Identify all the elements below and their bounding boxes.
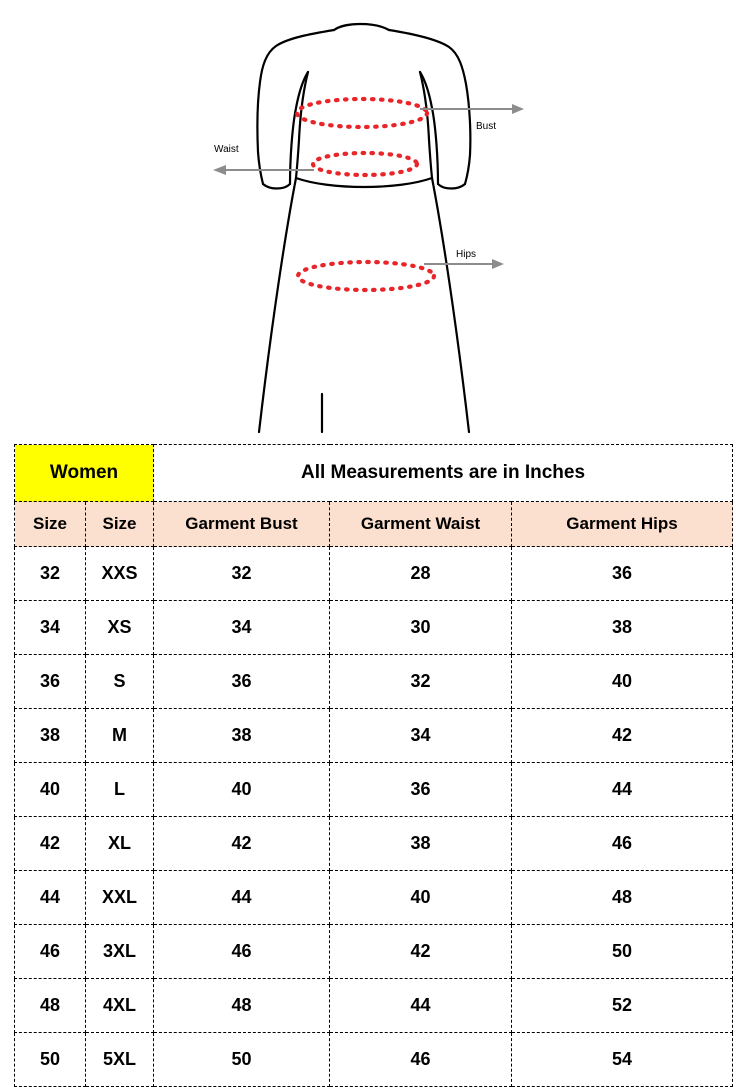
cell-size-alpha: L bbox=[86, 763, 154, 817]
table-title-women: Women bbox=[15, 445, 154, 502]
column-header-size-numeric: Size bbox=[15, 502, 86, 547]
table-row bbox=[15, 709, 733, 763]
cell-garment-bust: 36 bbox=[154, 655, 330, 709]
cell-size-numeric: 40 bbox=[15, 763, 86, 817]
cell-garment-waist: 32 bbox=[330, 655, 512, 709]
column-header-garment-waist: Garment Waist bbox=[330, 502, 512, 547]
cell-garment-hips: 48 bbox=[512, 871, 733, 925]
cell-garment-waist: 46 bbox=[330, 1033, 512, 1087]
cell-garment-bust: 32 bbox=[154, 547, 330, 601]
table-title-measurements: All Measurements are in Inches bbox=[154, 445, 733, 502]
size-chart-table bbox=[14, 444, 733, 1087]
cell-size-alpha: XL bbox=[86, 817, 154, 871]
cell-garment-waist: 30 bbox=[330, 601, 512, 655]
size-chart-table-wrapper bbox=[14, 444, 732, 1087]
column-header-size-alpha: Size bbox=[86, 502, 154, 547]
cell-size-alpha: S bbox=[86, 655, 154, 709]
arrow-left-icon bbox=[213, 165, 314, 175]
cell-size-alpha: XS bbox=[86, 601, 154, 655]
table-header-row bbox=[15, 502, 733, 547]
cell-garment-waist: 38 bbox=[330, 817, 512, 871]
cell-size-alpha: XXL bbox=[86, 871, 154, 925]
table-row bbox=[15, 979, 733, 1033]
cell-garment-bust: 44 bbox=[154, 871, 330, 925]
cell-garment-waist: 40 bbox=[330, 871, 512, 925]
cell-garment-bust: 48 bbox=[154, 979, 330, 1033]
waist-measure-icon bbox=[313, 153, 417, 175]
bust-label: Bust bbox=[476, 121, 497, 132]
cell-size-numeric: 32 bbox=[15, 547, 86, 601]
cell-garment-hips: 42 bbox=[512, 709, 733, 763]
cell-size-numeric: 42 bbox=[15, 817, 86, 871]
arrow-right-icon bbox=[420, 104, 524, 114]
cell-garment-hips: 46 bbox=[512, 817, 733, 871]
waist-label: Waist bbox=[214, 144, 239, 155]
cell-garment-hips: 40 bbox=[512, 655, 733, 709]
hips-measure-icon bbox=[298, 262, 434, 290]
table-row bbox=[15, 925, 733, 979]
dress-outline-icon bbox=[0, 0, 746, 440]
table-row bbox=[15, 601, 733, 655]
cell-size-numeric: 46 bbox=[15, 925, 86, 979]
dress-measurement-illustration bbox=[0, 0, 746, 440]
cell-garment-hips: 44 bbox=[512, 763, 733, 817]
cell-garment-bust: 34 bbox=[154, 601, 330, 655]
cell-size-numeric: 44 bbox=[15, 871, 86, 925]
cell-garment-bust: 50 bbox=[154, 1033, 330, 1087]
cell-size-alpha: 3XL bbox=[86, 925, 154, 979]
cell-size-numeric: 38 bbox=[15, 709, 86, 763]
cell-garment-waist: 42 bbox=[330, 925, 512, 979]
table-row bbox=[15, 817, 733, 871]
cell-size-numeric: 50 bbox=[15, 1033, 86, 1087]
cell-garment-hips: 52 bbox=[512, 979, 733, 1033]
cell-size-alpha: XXS bbox=[86, 547, 154, 601]
cell-garment-bust: 46 bbox=[154, 925, 330, 979]
cell-garment-waist: 28 bbox=[330, 547, 512, 601]
cell-size-alpha: 4XL bbox=[86, 979, 154, 1033]
table-row bbox=[15, 871, 733, 925]
cell-garment-waist: 44 bbox=[330, 979, 512, 1033]
cell-size-alpha: M bbox=[86, 709, 154, 763]
table-title-row bbox=[15, 445, 733, 502]
column-header-garment-hips: Garment Hips bbox=[512, 502, 733, 547]
cell-garment-bust: 40 bbox=[154, 763, 330, 817]
table-row bbox=[15, 655, 733, 709]
cell-size-numeric: 48 bbox=[15, 979, 86, 1033]
column-header-garment-bust: Garment Bust bbox=[154, 502, 330, 547]
cell-garment-waist: 36 bbox=[330, 763, 512, 817]
arrow-right-icon bbox=[424, 259, 504, 269]
cell-garment-hips: 54 bbox=[512, 1033, 733, 1087]
hips-label: Hips bbox=[456, 249, 477, 260]
table-row bbox=[15, 1033, 733, 1087]
cell-garment-hips: 50 bbox=[512, 925, 733, 979]
cell-garment-hips: 36 bbox=[512, 547, 733, 601]
bust-measure-icon bbox=[297, 99, 427, 127]
cell-size-numeric: 36 bbox=[15, 655, 86, 709]
cell-garment-bust: 38 bbox=[154, 709, 330, 763]
cell-garment-bust: 42 bbox=[154, 817, 330, 871]
table-row bbox=[15, 547, 733, 601]
cell-garment-hips: 38 bbox=[512, 601, 733, 655]
cell-garment-waist: 34 bbox=[330, 709, 512, 763]
cell-size-alpha: 5XL bbox=[86, 1033, 154, 1087]
table-row bbox=[15, 763, 733, 817]
cell-size-numeric: 34 bbox=[15, 601, 86, 655]
